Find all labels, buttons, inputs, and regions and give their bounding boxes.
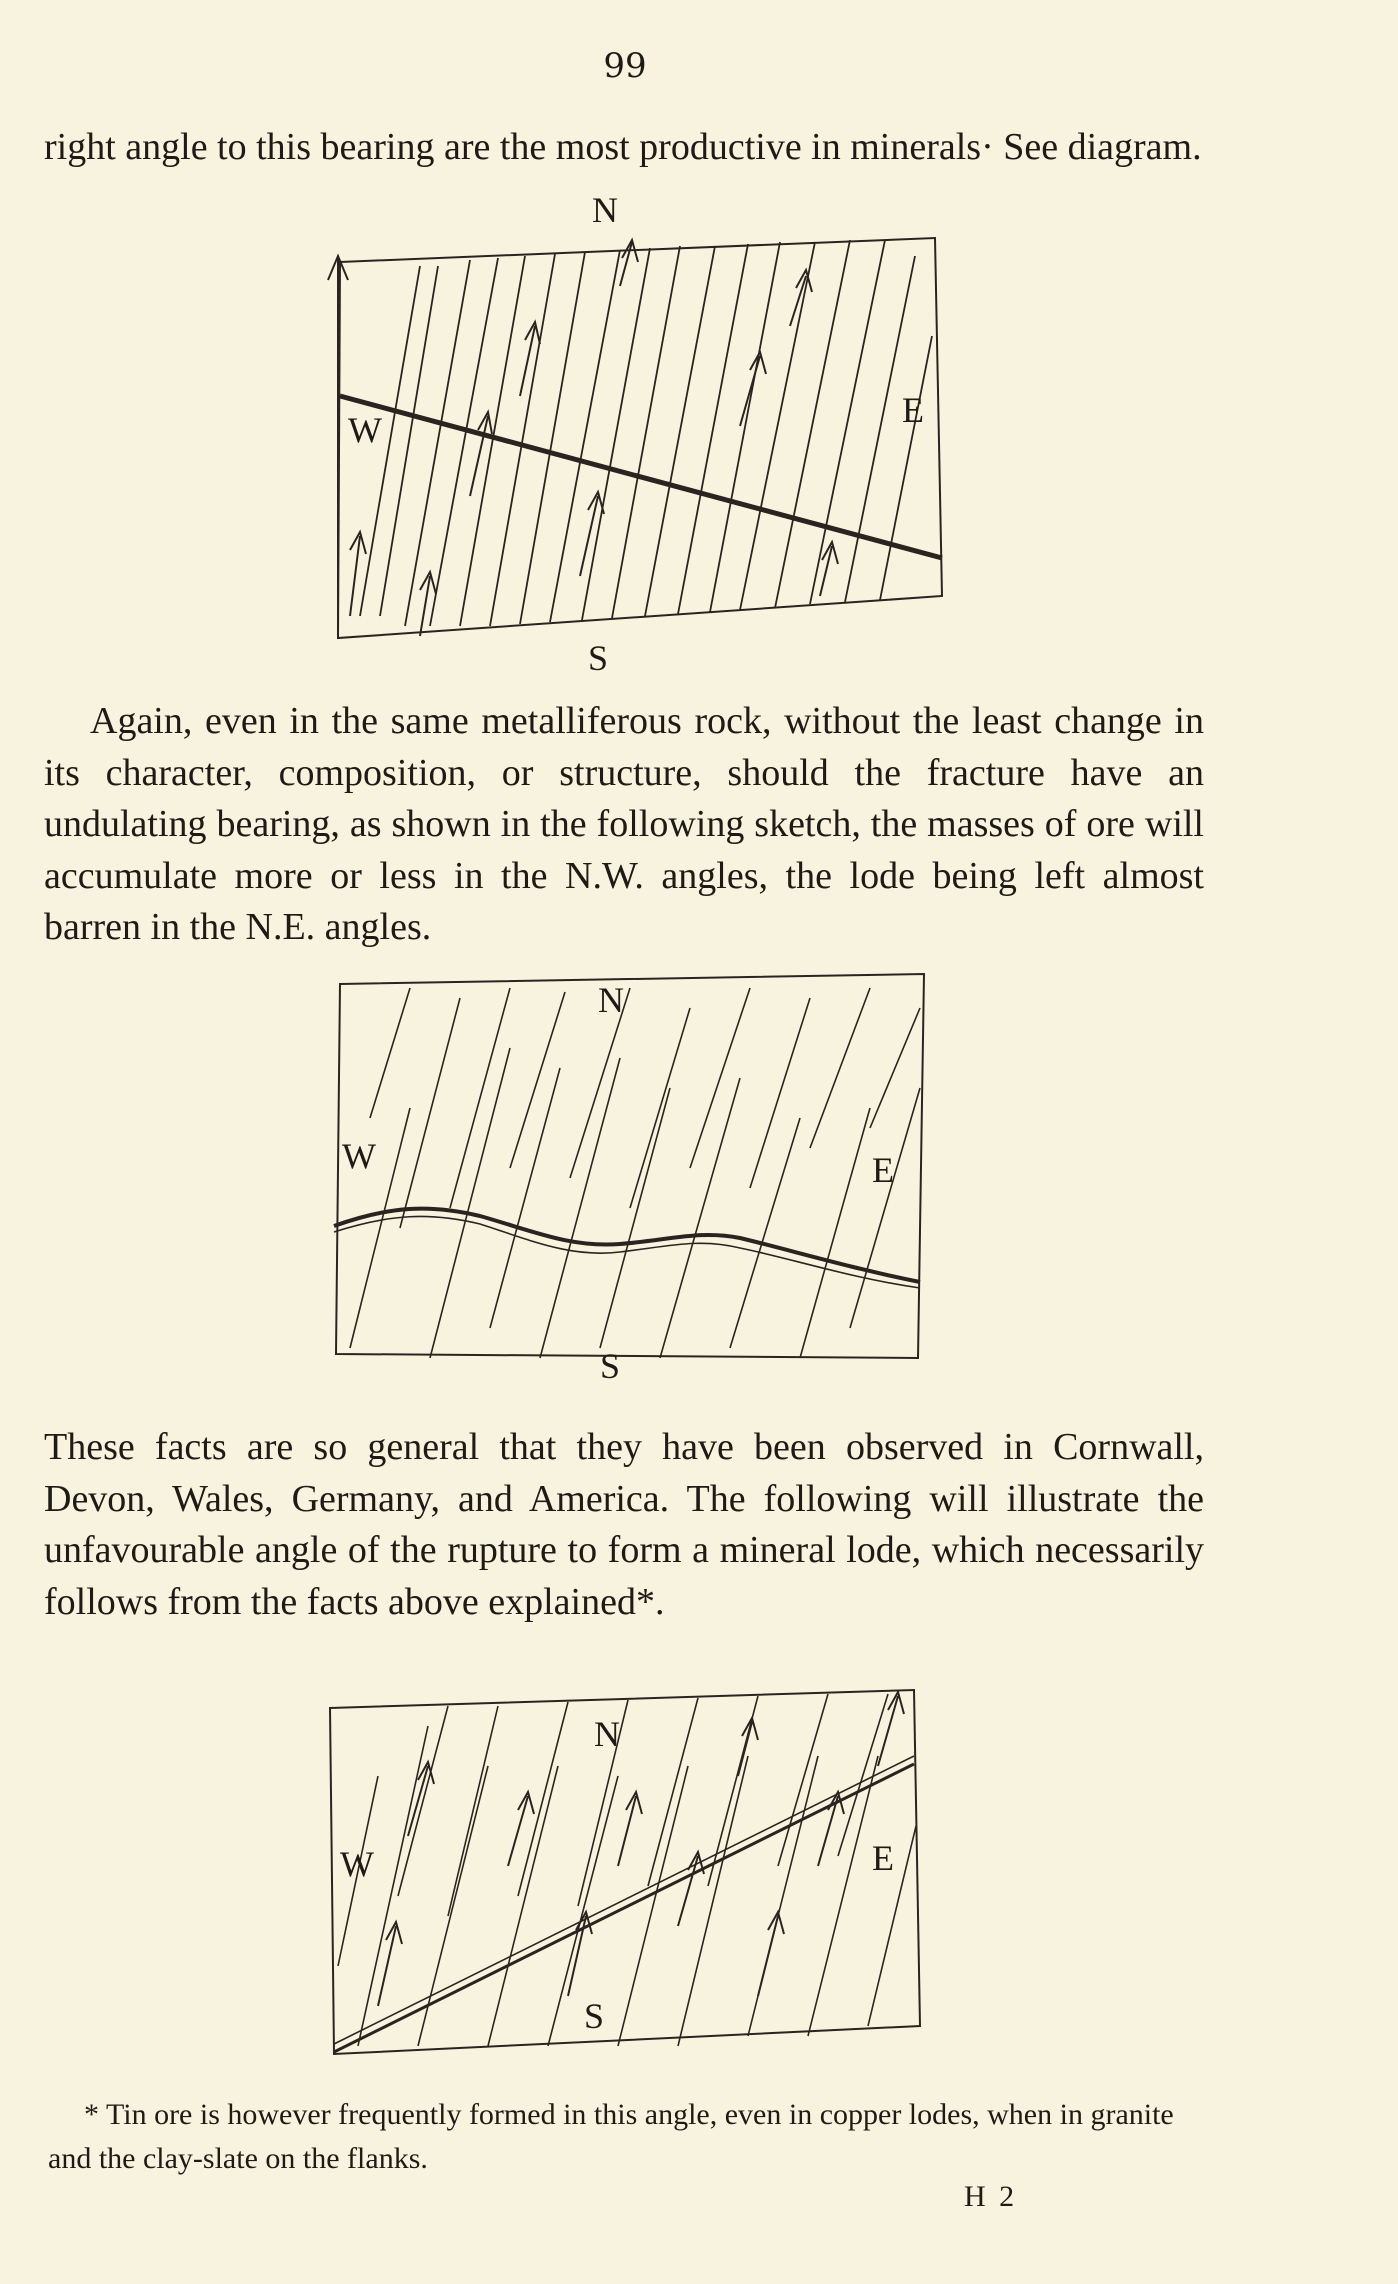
footnote: * Tin ore is however frequently formed in this angle, even in copper lodes, when in granite and the clay-slate on the flanks. <box>48 2098 1174 2175</box>
figure-2-svg <box>330 968 930 1388</box>
figure-1-east-label: E <box>902 390 924 430</box>
figure-3-south-label: S <box>584 1996 605 2036</box>
page-number: 99 <box>603 46 647 86</box>
figure-2-north-label: N <box>598 980 624 1020</box>
figure-3-north-label: N <box>594 1714 620 1754</box>
paragraph-2: Again, even in the same metalliferous rock, without the least change in its character, composition, or structure, should the fracture have an undulating bearing, as shown in the following sketch, the masses of ore will accumulate more or less in the N.W. angles, the lode being left almost barren in the N.E. angles. <box>44 700 1204 948</box>
figure-1-south-label: S <box>588 638 609 678</box>
figure-3-west-label: W <box>340 1844 374 1884</box>
figure-2-frame <box>336 974 924 1358</box>
figure-1-west-label: W <box>348 410 382 450</box>
paragraph-3: These facts are so general that they have been observed in Cornwall, Devon, Wales, Germany, and America. The following will illustrate the unfavourable angle of the rupture to form a mineral lode, which necessarily follows from the facts above explained*. <box>44 1426 1204 1623</box>
figure-2-east-label: E <box>872 1150 894 1190</box>
figure-1-north-label: N <box>592 196 618 230</box>
figure-3-svg <box>318 1666 938 2066</box>
figure-3-east-label: E <box>872 1838 894 1878</box>
paragraph-1: right angle to this bearing are the most productive in minerals· See diagram. <box>44 126 1202 168</box>
figure-1-svg <box>320 196 960 686</box>
figure-2-south-label: S <box>600 1346 621 1386</box>
figure-2-west-label: W <box>342 1136 376 1176</box>
figure-1-lode <box>340 396 942 558</box>
figure-2-diagram <box>330 968 930 1388</box>
figure-3-diagram <box>318 1666 938 2066</box>
figure-3-frame <box>330 1690 920 2054</box>
signature-mark: H 2 <box>964 2180 1018 2213</box>
figure-1-diagram <box>320 196 960 686</box>
